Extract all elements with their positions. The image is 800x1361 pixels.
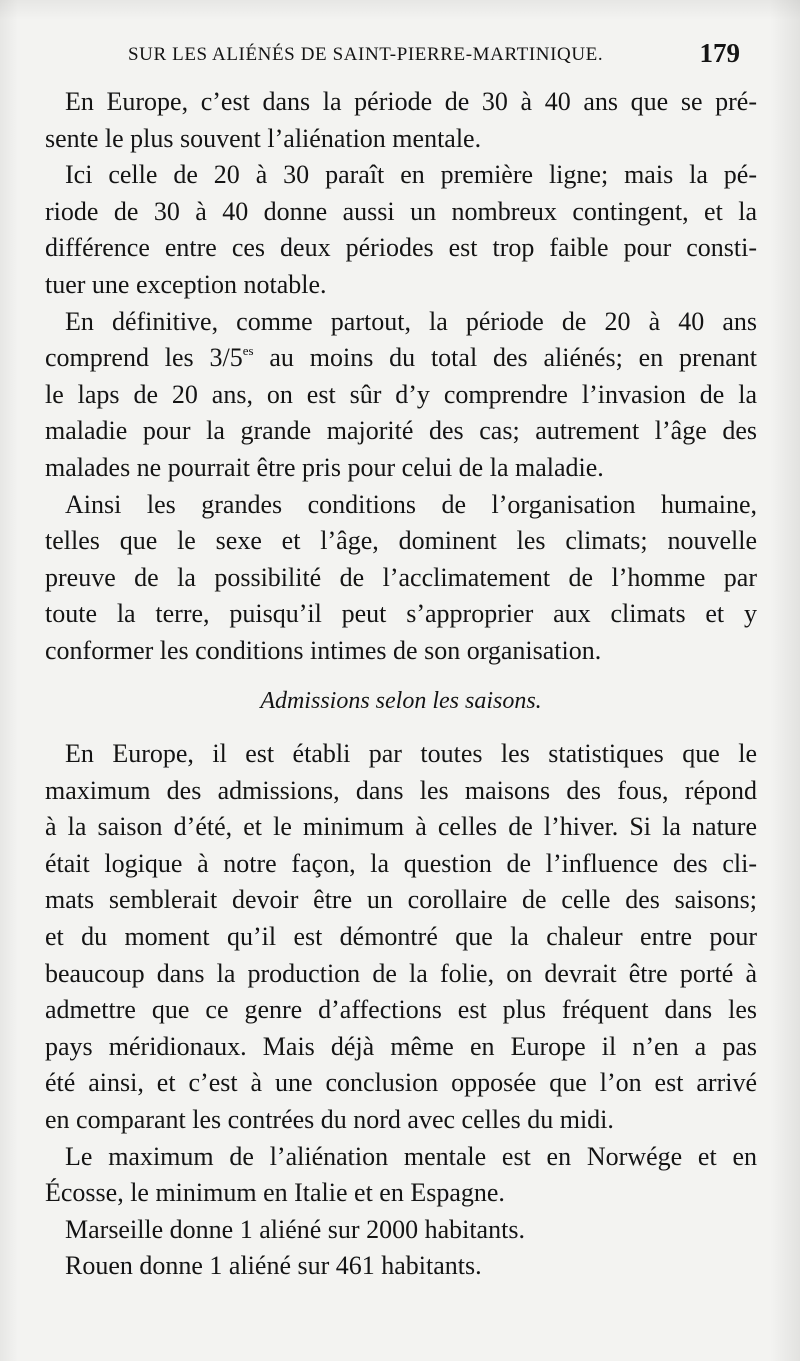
text-line: Ainsi les grandes conditions de l’organisation humaine, bbox=[65, 489, 757, 519]
text-line: était logique à notre façon, la question de l’influence des cli- bbox=[45, 848, 757, 878]
text-line: En définitive, comme partout, la période de 20 à 40 ans bbox=[65, 306, 757, 336]
text-line: Ici celle de 20 à 30 paraît en première ligne; mais la pé- bbox=[65, 160, 757, 190]
fraction-prefix: comprend les 3/5 bbox=[45, 343, 243, 373]
text-line: conformer les conditions intimes de son organisation. bbox=[45, 635, 602, 665]
text-line: pays méridionaux. Mais déjà même en Europe il n’en a pas bbox=[45, 1031, 757, 1061]
text-line: le laps de 20 ans, on est sûr d’y comprendre l’invasion de la bbox=[45, 379, 757, 409]
running-title: SUR LES ALIÉNÉS DE SAINT-PIERRE-MARTINIQUE. bbox=[128, 44, 604, 65]
text-line: En Europe, c’est dans la période de 30 à 40 ans que se pré- bbox=[65, 87, 757, 116]
page-number: 179 bbox=[699, 38, 740, 68]
text-line: à la saison d’été, et le minimum à celles de l’hiver. Si la nature bbox=[45, 812, 757, 842]
text-line: malades ne pourrait être pris pour celui de la maladie. bbox=[45, 452, 604, 482]
text-line-fraction bbox=[45, 340, 757, 377]
text-line: admettre que ce genre d’affections est plus fréquent dans les bbox=[45, 995, 757, 1025]
text-line: et du moment qu’il est démontré que la chaleur entre pour bbox=[45, 922, 757, 952]
text-line: riode de 30 à 40 donne aussi un nombreux contingent, et la bbox=[45, 196, 757, 226]
text-line: Rouen donne 1 aliéné sur 461 habitants. bbox=[65, 1251, 482, 1281]
text-line: en comparant les contrées du nord avec celles du midi. bbox=[45, 1105, 614, 1135]
text-line: Marseille donne 1 aliéné sur 2000 habitants. bbox=[65, 1214, 525, 1244]
text-line: Écosse, le minimum en Italie et en Espagne. bbox=[45, 1178, 505, 1208]
text-line: tuer une exception notable. bbox=[45, 269, 327, 299]
text-line: toute la terre, puisqu’il peut s’approprier aux climats et y bbox=[45, 599, 757, 629]
fraction-suffix: au moins du total des aliénés; en prenant bbox=[269, 343, 757, 373]
text-line: preuve de la possibilité de l’acclimatement de l’homme par bbox=[45, 562, 757, 592]
section-heading: Admissions selon les saisons. bbox=[260, 687, 542, 714]
text-line: beaucoup dans la production de la folie, on devrait être porté à bbox=[45, 958, 757, 988]
body-text bbox=[45, 84, 757, 1285]
text-line: différence entre ces deux périodes est trop faible pour consti- bbox=[45, 233, 757, 263]
text-line: maladie pour la grande majorité des cas; autrement l’âge des bbox=[45, 416, 757, 446]
text-line: Le maximum de l’aliénation mentale est en Norwége et en bbox=[65, 1141, 757, 1171]
page-header bbox=[128, 36, 740, 76]
fraction-superscript: es bbox=[242, 343, 254, 359]
text-line: telles que le sexe et l’âge, dominent les climats; nouvelle bbox=[45, 526, 757, 556]
text-line: sente le plus souvent l’aliénation mentale. bbox=[45, 123, 482, 153]
text-line: maximum des admissions, dans les maisons des fous, répond bbox=[45, 775, 757, 805]
text-line: été ainsi, et c’est à une conclusion opposée que l’on est arrivé bbox=[45, 1068, 757, 1098]
text-line: En Europe, il est établi par toutes les statistiques que le bbox=[65, 739, 757, 769]
text-line: mats semblerait devoir être un corollaire de celle des saisons; bbox=[45, 885, 757, 915]
